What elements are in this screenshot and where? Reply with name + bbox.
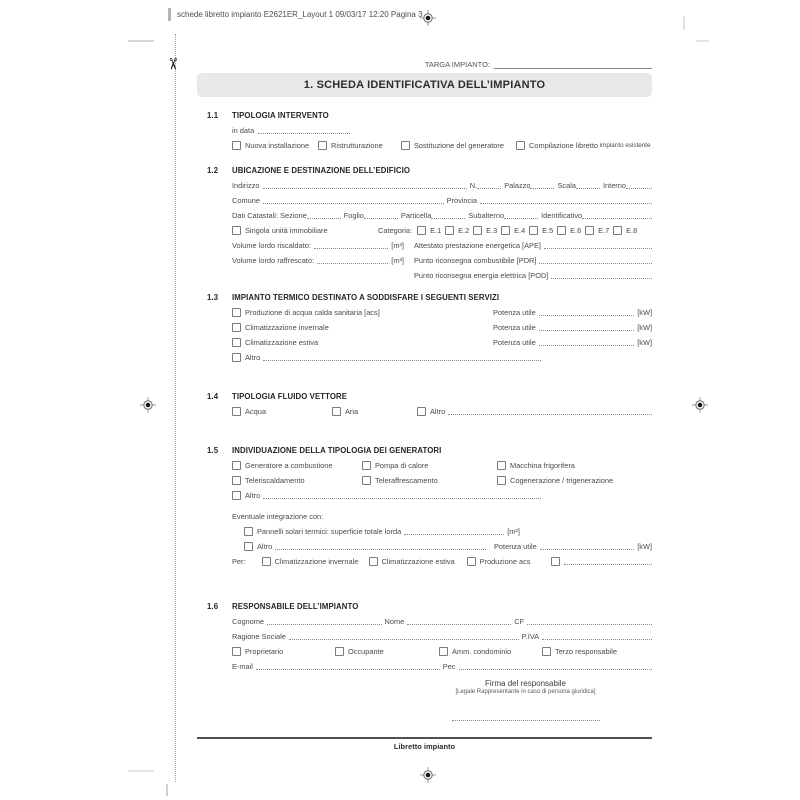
fill-in-line[interactable] [263,187,467,189]
form-row [207,557,652,566]
checkbox[interactable] [232,323,241,332]
checkbox-item[interactable] [232,647,335,656]
form-row [207,632,652,641]
form-page [197,57,652,721]
checkbox-item[interactable] [417,407,445,416]
checkbox[interactable] [529,226,538,235]
checkbox[interactable] [244,527,253,536]
checkbox-item[interactable] [529,226,557,235]
fill-in-line[interactable] [263,359,541,361]
checkbox[interactable] [232,647,241,656]
fill-in-line[interactable] [626,187,652,189]
fill-in-line[interactable] [263,202,444,204]
page-title: 1. SCHEDA IDENTIFICATIVA DELL’IMPIANTO [303,79,546,91]
fill-in-line[interactable] [275,548,486,550]
checkbox[interactable] [262,557,271,566]
checkbox-label: Altro [245,353,261,362]
fill-in-line[interactable] [477,187,501,189]
field-label: Eventuale integrazione con: [232,512,324,521]
form-row [207,647,652,656]
field-label: Indirizzo [232,181,260,190]
checkbox-item[interactable] [369,557,467,566]
checkbox[interactable] [232,353,241,362]
fill-in-line[interactable] [404,533,504,535]
form-row [207,241,652,250]
section-title: UBICAZIONE E DESTINAZIONE DELL’EDIFICIO [232,166,411,175]
form-row [207,476,652,485]
field-label: Categoria: [378,226,413,235]
field-label: E-mail [232,662,253,671]
form-row [207,353,652,362]
fill-in-line[interactable] [576,187,600,189]
section-title: TIPOLOGIA INTERVENTO [232,111,329,120]
form-row [207,211,652,220]
field-label: Punto riconsegna combustibile [PDR] [414,256,537,265]
checkbox[interactable] [362,476,371,485]
section-number: 1.4 [207,392,219,401]
checkbox-label: Climatizzazione estiva [245,338,319,347]
fill-in-line[interactable] [542,638,652,640]
form-row [207,527,652,536]
form-row-column [493,308,652,317]
checkbox[interactable] [232,226,241,235]
checkbox-label: Compilazione libretto [529,141,599,150]
section-header [207,293,652,302]
field-label: Potenza utile [493,308,536,317]
section-1.4 [207,392,652,416]
form-row [207,141,652,150]
fill-in-line[interactable] [544,247,652,249]
checkbox-label: Teleraffrescamento [375,476,438,485]
checkbox-item[interactable] [232,226,378,235]
form-row [207,491,652,500]
checkbox-label: E.8 [626,226,638,235]
section-number: 1.1 [207,111,219,120]
fill-in-line[interactable] [317,262,388,264]
checkbox-label: Pannelli solari termici: superficie totale lorda [257,527,402,536]
form-row-column [493,323,652,332]
field-label: [kW] [637,338,652,347]
checkbox-label-small: impianto esistente [598,142,651,149]
form-row-column [404,256,652,265]
checkbox[interactable] [585,226,594,235]
form-row [207,617,652,626]
checkbox-item[interactable] [516,141,652,150]
checkbox-item[interactable] [362,461,497,470]
checkbox-item[interactable] [232,353,260,362]
crop-mark [696,40,709,42]
fill-in-line[interactable] [448,413,652,415]
signature-title: Firma del responsabile [485,679,566,688]
fill-in-line[interactable] [459,668,652,670]
form-row-column [244,542,494,551]
checkbox[interactable] [232,407,241,416]
checkbox[interactable] [244,542,253,551]
checkbox[interactable] [613,226,622,235]
field-label: Ragione Sociale [232,632,286,641]
section-header [207,166,652,175]
field-label: in data [232,126,255,135]
checkbox-item[interactable] [551,557,564,566]
section-header [207,111,652,120]
checkbox-item[interactable] [362,476,497,485]
cut-dotted-line [175,34,176,782]
checkbox-label: E.6 [570,226,582,235]
fill-in-line[interactable] [307,217,341,219]
checkbox-label: E.5 [542,226,554,235]
section-header [207,392,652,401]
registration-mark-bottom [420,767,436,783]
checkbox-label: Nuova installazione [245,141,310,150]
checkbox-item[interactable] [244,527,401,536]
fill-in-line[interactable] [314,247,388,249]
field-label: Foglio [343,211,364,220]
field-label: Subalterno [468,211,505,220]
checkbox-item[interactable] [262,557,369,566]
field-label: [kW] [637,542,652,551]
checkbox[interactable] [497,461,506,470]
section-title: INDIVIDUAZIONE DELLA TIPOLOGIA DEI GENERATORI [232,446,442,455]
field-label: P.IVA [521,632,540,641]
checkbox-item[interactable] [232,491,260,500]
crop-mark [683,16,685,30]
checkbox-item[interactable] [467,557,551,566]
targa-impianto-label: TARGA IMPIANTO: [424,60,490,69]
checkbox-label: Proprietario [245,647,284,656]
checkbox-label: Terzo responsabile [555,647,618,656]
fill-in-line[interactable] [407,623,511,625]
checkbox-label: Ristrutturazione [331,141,383,150]
checkbox-item[interactable] [585,226,613,235]
page-footer [197,737,652,751]
fill-in-line[interactable] [364,217,398,219]
checkbox-item[interactable] [439,647,542,656]
form-row-column [232,241,404,250]
checkbox-item[interactable] [417,226,445,235]
form-row-column [494,542,652,551]
fill-in-line[interactable] [527,623,652,625]
checkbox-item[interactable] [445,226,473,235]
checkbox-label: Acqua [245,407,266,416]
checkbox-label: Climatizzazione invernale [274,557,359,566]
fill-in-line[interactable] [431,217,465,219]
checkbox-item[interactable] [244,542,272,551]
fill-in-line[interactable] [504,217,538,219]
checkbox[interactable] [232,141,241,150]
crop-mark [166,784,168,796]
checkbox[interactable] [335,647,344,656]
checkbox-label: E.7 [598,226,610,235]
section-number: 1.6 [207,602,219,611]
fill-in-line[interactable] [256,668,440,670]
field-label: N. [469,181,478,190]
checkbox[interactable] [232,461,241,470]
section-header [207,446,652,455]
form-row [207,542,652,551]
fill-in-line[interactable] [539,314,634,316]
checkbox-label: E.4 [514,226,526,235]
checkbox-label: E.2 [458,226,470,235]
checkbox-label: Climatizzazione estiva [381,557,455,566]
signature-fill-line[interactable] [452,719,600,721]
field-label: [m²] [507,527,520,536]
form-row [207,323,652,332]
field-label: Potenza utile [494,542,537,551]
form-row [207,407,652,416]
checkbox[interactable] [497,476,506,485]
form-row-column [232,308,493,317]
checkbox[interactable] [557,226,566,235]
footer-rule [197,737,652,739]
checkbox-label: Produzione acs [479,557,531,566]
checkbox[interactable] [401,141,410,150]
checkbox-item[interactable] [497,461,652,470]
checkbox-label: Generatore a combustione [245,461,333,470]
scissors-icon: ✂ [163,57,181,71]
footer-label: Libretto impianto [393,742,456,751]
section-title: IMPIANTO TERMICO DESTINATO A SODDISFARE I SEGUENTI SERVIZI [232,293,500,302]
form-row [207,308,652,317]
checkbox-item[interactable] [332,407,417,416]
checkbox-item[interactable] [232,308,380,317]
checkbox-item[interactable] [318,141,401,150]
field-label: CF [514,617,525,626]
checkbox-label: Altro [257,542,273,551]
field-label: Palazzo [504,181,531,190]
section-number: 1.3 [207,293,219,302]
section-1.2 [207,166,652,280]
form-row [207,181,652,190]
checkbox-item[interactable] [542,647,652,656]
form-row-column [232,338,493,347]
form-row [207,512,652,521]
checkbox-label: Altro [245,491,261,500]
fill-in-line[interactable] [289,638,519,640]
checkbox-item[interactable] [232,338,318,347]
checkbox[interactable] [516,141,525,150]
form-row-column [232,256,404,265]
checkbox-label: E.1 [430,226,442,235]
field-label: Particella [400,211,432,220]
field-label: Nome [384,617,405,626]
fill-in-line[interactable] [258,132,350,134]
form-row-column [493,338,652,347]
field-label: Attestato prestazione energetica [APE] [414,241,541,250]
section-1.1 [207,111,652,150]
page-title-bar [197,73,652,97]
form-row-column [404,271,652,280]
checkbox[interactable] [417,226,426,235]
fill-in-line[interactable] [530,187,554,189]
checkbox-label: Produzione di acqua calda sanitaria [acs] [245,308,380,317]
section-title: RESPONSABILE DELL’IMPIANTO [232,602,359,611]
form-row [207,662,652,671]
fill-in-line[interactable] [564,563,652,565]
checkbox-item[interactable] [335,647,439,656]
checkbox-label: Aria [345,407,359,416]
checkbox[interactable] [467,557,476,566]
fill-in-line[interactable] [539,344,634,346]
checkbox[interactable] [551,557,560,566]
crop-mark [128,770,154,772]
registration-mark-left [140,397,156,413]
checkbox-label: Teleriscaldamento [245,476,305,485]
field-label: Volume lordo raffrescato: [232,256,315,265]
checkbox-label: Macchina frigorifera [510,461,575,470]
signature-block [419,679,632,721]
checkbox[interactable] [232,491,241,500]
section-header [207,602,652,611]
form-row-column [232,323,493,332]
checkbox[interactable] [417,407,426,416]
registration-mark-right [692,397,708,413]
fill-in-line[interactable] [582,217,652,219]
checkbox-item[interactable] [232,461,362,470]
form-row [207,256,652,265]
checkbox[interactable] [473,226,482,235]
fill-in-line[interactable] [551,277,652,279]
field-label: [m³] [391,241,404,250]
section-title: TIPOLOGIA FLUIDO VETTORE [232,392,348,401]
signature-subtitle: [Legale Rappresentante in caso di persona giuridica] [455,689,596,695]
checkbox[interactable] [369,557,378,566]
fill-in-line[interactable] [539,262,652,264]
crop-mark [128,40,154,42]
field-label: [m³] [391,256,404,265]
checkbox-item[interactable] [557,226,585,235]
checkbox-label: Pompa di calore [375,461,429,470]
checkbox-label: Cogenerazione / trigenerazione [510,476,614,485]
fill-in-line[interactable] [540,548,634,550]
checkbox[interactable] [232,338,241,347]
checkbox-label: Sostituzione del generatore [414,141,504,150]
checkbox-item[interactable] [232,476,362,485]
checkbox[interactable] [332,407,341,416]
field-label: Scala [557,181,576,190]
section-1.6 [207,602,652,671]
checkbox-label: Climatizzazione invernale [245,323,329,332]
section-number: 1.5 [207,446,219,455]
field-label: Potenza utile [493,338,536,347]
form-row [207,338,652,347]
checkbox-item[interactable] [497,476,652,485]
field-label: Potenza utile [493,323,536,332]
checkbox-item[interactable] [473,226,501,235]
checkbox[interactable] [439,647,448,656]
checkbox[interactable] [445,226,454,235]
checkbox-label: Singola unità immobiliare [245,226,328,235]
checkbox-label: Occupante [348,647,384,656]
field-label: Comune [232,196,260,205]
print-job-header: schede libretto impianto E2621ER_Layout 1 09/03/17 12:20 Pagina 3 [168,8,423,21]
field-label: Provincia [446,196,477,205]
registration-mark-top [420,10,436,26]
checkbox-label: Altro [430,407,446,416]
section-number: 1.2 [207,166,219,175]
fill-in-line[interactable] [267,623,381,625]
checkbox-item[interactable] [232,407,332,416]
checkbox[interactable] [232,308,241,317]
targa-impianto-row [197,57,652,69]
form-row [207,271,652,280]
field-label: Cognome [232,617,265,626]
form-row [207,226,652,235]
fill-in-line[interactable] [263,497,541,499]
field-label: Interno [602,181,626,190]
form-sections [197,111,652,671]
fill-in-line[interactable] [480,202,652,204]
form-row [207,196,652,205]
field-label: Dati Catastali: Sezione [232,211,307,220]
field-label: [kW] [637,323,652,332]
checkbox-item[interactable] [613,226,652,235]
checkbox-item[interactable] [232,141,318,150]
checkbox[interactable] [362,461,371,470]
section-1.3 [207,293,652,362]
form-row [207,461,652,470]
checkbox[interactable] [542,647,551,656]
form-row-column [404,241,652,250]
checkbox[interactable] [501,226,510,235]
field-label: Punto riconsegna energia elettrica [POD] [414,271,549,280]
checkbox[interactable] [318,141,327,150]
field-label: Identificativo [541,211,583,220]
field-label: Per: [232,557,246,566]
field-label: [kW] [637,308,652,317]
section-1.5 [207,446,652,566]
fill-in-line[interactable] [539,329,634,331]
checkbox-item[interactable] [501,226,529,235]
form-row [207,126,652,135]
field-label: Pec [442,662,456,671]
checkbox[interactable] [232,476,241,485]
field-label: Volume lordo riscaldato: [232,241,311,250]
checkbox-label: E.3 [486,226,498,235]
checkbox-item[interactable] [232,323,329,332]
checkbox-label: Amm. condominio [452,647,512,656]
checkbox-item[interactable] [401,141,516,150]
targa-impianto-fill-line[interactable] [494,67,652,69]
